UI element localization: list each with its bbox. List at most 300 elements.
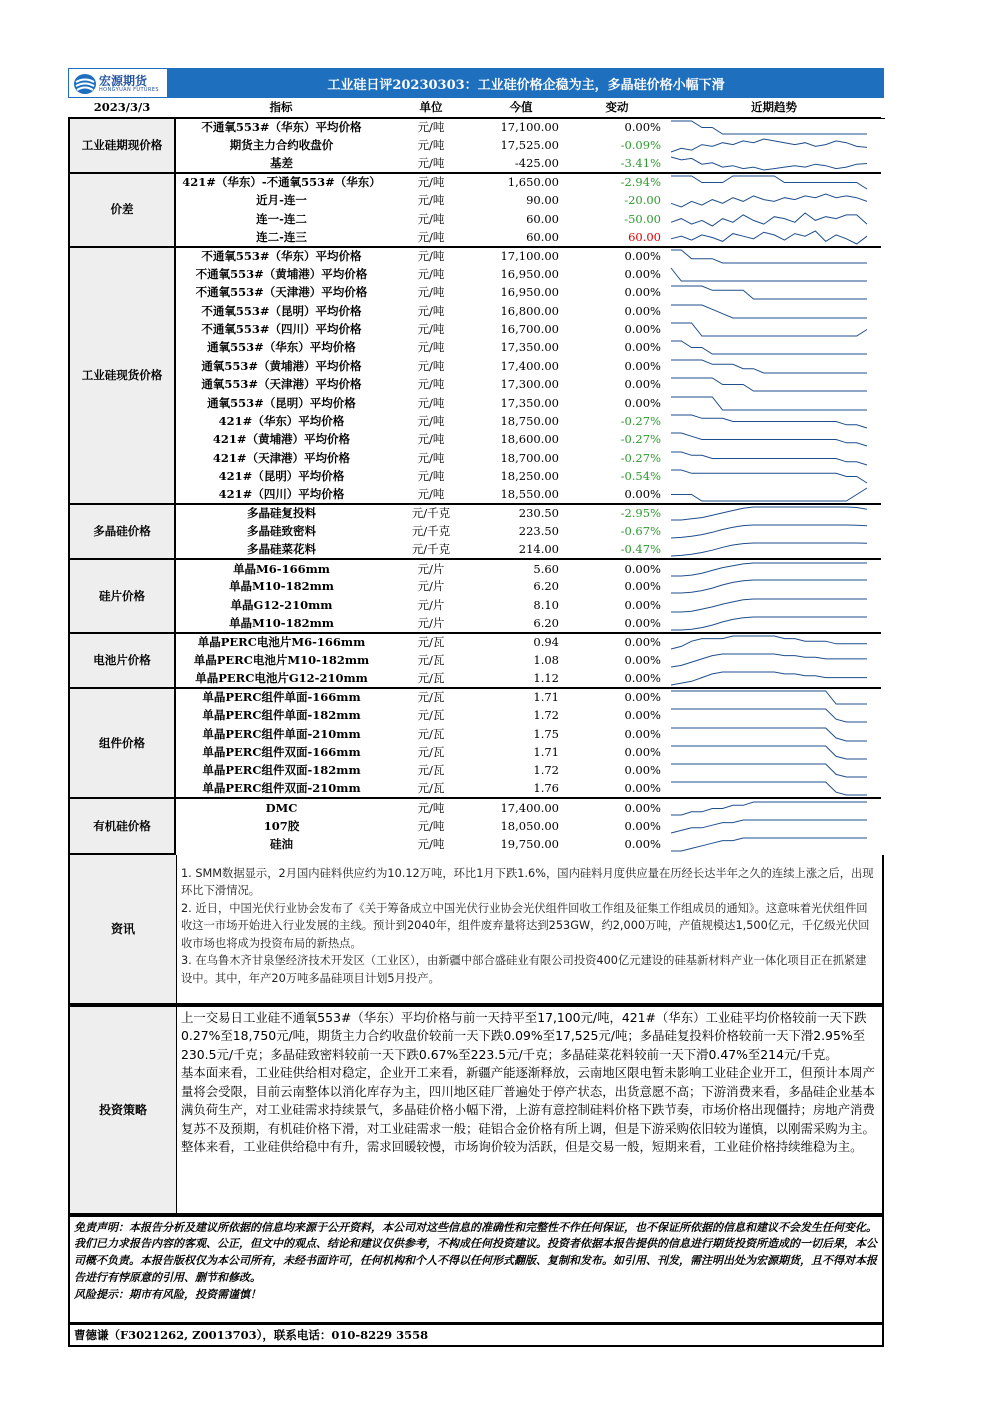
table-row (69, 596, 885, 614)
table-row (69, 762, 885, 780)
unit-cell: 元/吨 (387, 118, 475, 136)
sparkline-path (671, 543, 867, 556)
change-cell: 0.00% (624, 670, 661, 685)
trend-sparkline (667, 798, 881, 816)
value-cell: 214.00 (518, 542, 559, 557)
value-cell: 223.50 (518, 524, 559, 539)
indicator-label: 107胶 (263, 818, 300, 833)
value-cell: 18,550.00 (500, 487, 559, 501)
sparkline-path (671, 305, 867, 318)
table-row (69, 284, 885, 302)
value-cell: 17,350.00 (500, 395, 559, 410)
change-cell: 0.00% (624, 653, 661, 668)
logo-mark-icon (73, 73, 97, 95)
table-row (69, 375, 885, 393)
unit-cell: 元/吨 (417, 358, 445, 373)
trend-sparkline (667, 523, 881, 541)
unit-cell: 元/吨 (417, 303, 445, 318)
sparkline-path (671, 728, 867, 741)
unit-cell: 元/瓦 (387, 688, 475, 706)
sparkline-svg (667, 818, 871, 835)
trend-sparkline (667, 302, 881, 320)
report-sheet (68, 68, 884, 1347)
sparkline-path (671, 286, 867, 299)
unit-cell: 元/吨 (387, 247, 475, 265)
table-row (69, 523, 885, 541)
sparkline-path (671, 415, 867, 428)
value-cell: 17,400.00 (475, 798, 567, 816)
change-cell: 0.00% (624, 763, 661, 778)
indicator-label: 多晶硅致密料 (247, 524, 316, 539)
change-cell: -0.27% (620, 432, 661, 447)
category-label: 工业硅期现价格 (69, 118, 175, 173)
unit-cell: 元/吨 (417, 266, 445, 281)
strategy-label: 投资策略 (70, 1007, 177, 1213)
sparkline-path (671, 470, 867, 483)
category-label: 组件价格 (69, 688, 175, 798)
strategy-paragraph: 整体来看，工业硅供给稳中有升，需求回暖较慢，市场询价较为活跃，但是交易一般，短期来看，工业硅价格持续维稳为主。 (181, 1139, 863, 1155)
indicator-label: 单晶PERC电池片G12-210mm (195, 670, 368, 685)
trend-sparkline (667, 247, 881, 265)
table-row (69, 136, 885, 154)
category-label: 价差 (69, 173, 175, 247)
sparkline-path (671, 838, 867, 851)
news-section (68, 855, 884, 1005)
value-cell: 1.72 (533, 763, 559, 778)
sparkline-path (671, 176, 867, 189)
table-row (69, 210, 885, 228)
logo-subtext: HONGYUAN FUTURES (99, 87, 159, 93)
trend-sparkline (667, 210, 881, 228)
column-header-row (69, 98, 885, 118)
news-item: 1. SMM数据显示，2月国内硅料供应约为10.12万吨，环比1月下跌1.6%，国内硅料月度供应量在历经长达半年之久的连续上涨之后，出现环比下滑情况。 (181, 866, 874, 898)
table-row (69, 780, 885, 798)
change-cell: -50.00 (624, 211, 661, 226)
change-cell: 0.00% (567, 559, 667, 577)
table-row (69, 320, 885, 338)
news-text (177, 855, 882, 1003)
indicator-label: 连一-连二 (256, 211, 307, 226)
col-indicator: 指标 (175, 98, 387, 118)
sparkline-path (671, 323, 867, 336)
sparkline-path (671, 157, 867, 170)
value-cell: 1.71 (475, 688, 567, 706)
sparkline-path (671, 213, 867, 226)
indicator-label: 421#（黄埔港）平均价格 (212, 432, 351, 447)
unit-cell: 元/吨 (417, 377, 445, 392)
sparkline-svg (667, 561, 871, 578)
unit-cell: 元/瓦 (417, 744, 445, 759)
trend-sparkline (667, 192, 881, 210)
table-row (69, 688, 885, 706)
indicator-label: 不通氧553#（华东）平均价格 (175, 118, 387, 136)
sparkline-path (671, 599, 867, 612)
sparkline-path (671, 525, 867, 538)
unit-cell: 元/片 (387, 559, 475, 577)
indicator-label: 421#（天津港）平均价格 (212, 450, 351, 465)
value-cell: 0.94 (475, 633, 567, 651)
change-cell: 0.00% (567, 798, 667, 816)
sparkline-path (671, 507, 867, 520)
sparkline-path (671, 617, 867, 630)
change-cell: -0.47% (620, 542, 661, 557)
category-label: 多晶硅价格 (69, 504, 175, 559)
sparkline-path (671, 636, 867, 649)
table-row (69, 559, 885, 577)
col-value: 今值 (475, 98, 567, 118)
table-row (69, 155, 885, 173)
value-cell: 1.76 (533, 781, 559, 796)
indicator-label: 多晶硅复投料 (175, 504, 387, 522)
value-cell: 5.60 (475, 559, 567, 577)
trend-sparkline (667, 118, 881, 136)
trend-sparkline (667, 743, 881, 761)
trend-sparkline (667, 412, 881, 430)
change-cell: 0.00% (624, 285, 661, 300)
table-row (69, 173, 885, 191)
table-row (69, 743, 885, 761)
indicator-label: 421#（昆明）平均价格 (218, 469, 345, 484)
change-cell: 0.00% (624, 836, 661, 851)
value-cell: 1.08 (533, 653, 559, 668)
category-label: 有机硅价格 (69, 798, 175, 853)
value-cell: 16,800.00 (500, 303, 559, 318)
sparkline-path (671, 672, 867, 685)
disclaimer-text: 免责声明：本报告分析及建议所依据的信息均来源于公开资料，本公司对这些信息的准确性和完整性不作任何保证，也不保证所依据的信息和建议不会发生任何变化。我们已力求报告内容的客观、公正，但文中的观点、结论和建议仅供参考，不构成任何投资建议。投资者依据本报告提供的信息进行期货投资所造成的一切后果，本公司概不负责。本报告版权仅为本公司所有，未经书面许可，任何机构和个人不得以任何形式翻版、复制和发布。如引用、刊发，需注明出处为宏源期货，且不得对本报告进行有悖原意的引用、删节和修改。 (74, 1220, 877, 1285)
report-title: 工业硅日评20230303：工业硅价格企稳为主，多晶硅价格小幅下滑 (327, 78, 725, 93)
trend-sparkline (667, 284, 881, 302)
table-row (69, 578, 885, 596)
category-label: 工业硅现货价格 (69, 247, 175, 504)
sparkline-path (671, 654, 867, 667)
trend-sparkline (667, 651, 881, 669)
sparkline-svg (667, 486, 871, 503)
table-row (69, 651, 885, 669)
change-cell: 0.00% (624, 708, 661, 723)
change-cell: 0.00% (624, 818, 661, 833)
indicator-label: 单晶PERC组件双面-210mm (202, 781, 361, 796)
change-cell: 0.00% (624, 781, 661, 796)
trend-sparkline (667, 173, 881, 191)
indicator-label: 单晶M10-182mm (229, 579, 334, 594)
value-cell: 60.00 (526, 229, 559, 244)
change-cell: 0.00% (624, 358, 661, 373)
change-cell: 0.00% (624, 340, 661, 355)
value-cell: 17,525.00 (500, 138, 559, 153)
indicator-label: 通氧553#（黄埔港）平均价格 (201, 358, 362, 373)
indicator-label: 不通氧553#（华东）平均价格 (175, 247, 387, 265)
trend-sparkline (667, 707, 881, 725)
analyst-contact: 曹德谦（F3021262, Z0013703），联系电话：010-8229 3558 (68, 1324, 884, 1347)
news-label: 资讯 (70, 855, 177, 1003)
report-header (68, 68, 884, 98)
table-row (69, 412, 885, 430)
news-item: 3. 在乌鲁木齐甘泉堡经济技术开发区（工业区），由新疆中部合盛硅业有限公司投资400亿元建设的硅基新材料产业一体化项目正在抓紧建设中。其中，年产20万吨多晶硅项目计划5月投产。 (181, 954, 867, 985)
unit-cell: 元/千克 (387, 504, 475, 522)
trend-sparkline (667, 762, 881, 780)
value-cell: 1.12 (533, 670, 559, 685)
sparkline-svg (667, 431, 871, 448)
sparkline-path (671, 139, 867, 152)
table-row (69, 504, 885, 522)
sparkline-svg (667, 523, 871, 540)
trend-sparkline (667, 559, 881, 577)
indicator-label: 近月-连一 (256, 193, 307, 208)
sparkline-path (671, 433, 867, 446)
indicator-label: 单晶PERC电池片M6-166mm (175, 633, 387, 651)
table-row (69, 247, 885, 265)
trend-sparkline (667, 780, 881, 798)
indicator-label: 期货主力合约收盘价 (229, 138, 334, 153)
unit-cell: 元/片 (417, 615, 445, 630)
indicator-label: 421#（华东）平均价格 (218, 413, 345, 428)
trend-sparkline (667, 467, 881, 485)
unit-cell: 元/片 (417, 597, 445, 612)
category-label: 电池片价格 (69, 633, 175, 688)
sparkline-path (671, 397, 867, 410)
sparkline-svg (667, 376, 871, 393)
unit-cell: 元/瓦 (417, 653, 445, 668)
sparkline-path (671, 691, 867, 704)
strategy-section (68, 1005, 884, 1215)
table-row (69, 541, 885, 559)
value-cell: 17,300.00 (500, 377, 559, 392)
sparkline-svg (667, 505, 871, 522)
trend-sparkline (667, 431, 881, 449)
indicator-label: 不通氧553#（四川）平均价格 (201, 321, 362, 336)
unit-cell: 元/吨 (417, 138, 445, 153)
indicator-label: 单晶G12-210mm (230, 597, 333, 612)
sparkline-path (671, 341, 867, 354)
sparkline-path (671, 378, 867, 391)
unit-cell: 元/吨 (417, 432, 445, 447)
sparkline-path (671, 231, 867, 244)
sparkline-svg (667, 284, 871, 301)
value-cell: 18,700.00 (500, 450, 559, 465)
trend-sparkline (667, 688, 881, 706)
unit-cell: 元/千克 (411, 524, 451, 539)
change-cell: -0.09% (620, 138, 661, 153)
trend-sparkline (667, 486, 881, 504)
col-change: 变动 (567, 98, 667, 118)
strategy-paragraph: 基本面来看，工业硅供给相对稳定，企业开工来看，新疆产能逐渐释放，云南地区限电暂未影响工业硅企业开工，但预计本周产量将会受限，目前云南整体以消化库存为主，四川地区硅厂普遍处于停产状态，出货意愿不高；下游消费来看，多晶硅企业基本满负荷生产，对工业硅需求持续景气，多晶硅价格小幅下滑，上游有意控制硅料价格下跌节奏，市场价格出现僵持；房地产消费复苏不及预期，有机硅价格下滑，对工业硅需求一般；硅铝合金价格有所上调，但是下游采购依旧较为谨慎，以刚需采购为主。 (181, 1065, 875, 1136)
indicator-label: 单晶PERC组件双面-182mm (202, 763, 361, 778)
trend-sparkline (667, 578, 881, 596)
table-row (69, 192, 885, 210)
table-row (69, 467, 885, 485)
unit-cell: 元/瓦 (387, 633, 475, 651)
change-cell: 0.00% (624, 726, 661, 741)
value-cell: 16,950.00 (500, 266, 559, 281)
sparkline-path (671, 121, 867, 134)
sparkline-svg (667, 119, 871, 136)
sparkline-svg (667, 155, 871, 172)
value-cell: 17,350.00 (500, 340, 559, 355)
trend-sparkline (667, 725, 881, 743)
table-row (69, 486, 885, 504)
value-cell: 16,700.00 (500, 321, 559, 336)
change-cell: -2.95% (567, 504, 667, 522)
trend-sparkline (667, 615, 881, 633)
unit-cell: 元/吨 (417, 321, 445, 336)
change-cell: -3.41% (620, 155, 661, 170)
unit-cell: 元/吨 (387, 173, 475, 191)
indicator-label: 单晶PERC组件单面-210mm (202, 726, 361, 741)
value-cell: 18,600.00 (500, 432, 559, 447)
trend-sparkline (667, 817, 881, 835)
table-row (69, 431, 885, 449)
category-label: 硅片价格 (69, 559, 175, 633)
sparkline-svg (667, 652, 871, 669)
table-row (69, 817, 885, 835)
unit-cell: 元/吨 (417, 413, 445, 428)
value-cell: 19,750.00 (500, 836, 559, 851)
table-row (69, 725, 885, 743)
unit-cell: 元/瓦 (417, 763, 445, 778)
table-row (69, 670, 885, 688)
sparkline-path (671, 782, 867, 795)
sparkline-svg (667, 762, 871, 779)
value-cell: 18,050.00 (500, 818, 559, 833)
unit-cell: 元/吨 (417, 211, 445, 226)
sparkline-svg (667, 578, 871, 595)
value-cell: 17,100.00 (475, 118, 567, 136)
change-cell: 0.00% (567, 247, 667, 265)
indicator-label: 通氧553#（华东）平均价格 (207, 340, 356, 355)
sparkline-svg (667, 707, 871, 724)
sparkline-svg (667, 395, 871, 412)
change-cell: -0.27% (620, 450, 661, 465)
sparkline-svg (667, 450, 871, 467)
col-unit: 单位 (387, 98, 475, 118)
disclaimer (68, 1215, 884, 1324)
indicator-label: 421#（华东）-不通氧553#（华东） (175, 173, 387, 191)
sparkline-path (671, 268, 867, 281)
indicator-label: 单晶M10-182mm (229, 615, 334, 630)
table-row (69, 265, 885, 283)
unit-cell: 元/瓦 (417, 781, 445, 796)
trend-sparkline (667, 541, 881, 559)
change-cell: 0.00% (624, 744, 661, 759)
table-row (69, 707, 885, 725)
sparkline-svg (667, 670, 871, 687)
sparkline-svg (667, 303, 871, 320)
indicator-label: 单晶PERC电池片M10-182mm (193, 653, 370, 668)
unit-cell: 元/吨 (417, 155, 445, 170)
value-cell: 90.00 (526, 193, 559, 208)
trend-sparkline (667, 265, 881, 283)
trend-sparkline (667, 136, 881, 154)
unit-cell: 元/吨 (417, 818, 445, 833)
change-cell: 60.00 (628, 229, 661, 244)
sparkline-svg (667, 413, 871, 430)
sparkline-svg (667, 634, 871, 651)
table-row (69, 339, 885, 357)
trend-sparkline (667, 633, 881, 651)
sparkline-path (671, 452, 867, 465)
report-date: 2023/3/3 (69, 98, 175, 118)
value-cell: 17,400.00 (500, 358, 559, 373)
sparkline-svg (667, 358, 871, 375)
indicator-label: 单晶PERC组件双面-166mm (202, 744, 361, 759)
unit-cell: 元/吨 (417, 229, 445, 244)
change-cell: -0.54% (620, 469, 661, 484)
strategy-text (177, 1007, 882, 1213)
sparkline-svg (667, 541, 871, 558)
change-cell: -20.00 (624, 193, 661, 208)
col-trend: 近期趋势 (667, 98, 881, 118)
table-row (69, 449, 885, 467)
unit-cell: 元/瓦 (417, 726, 445, 741)
value-cell: 230.50 (475, 504, 567, 522)
sparkline-svg (667, 597, 871, 614)
change-cell: 0.00% (624, 303, 661, 318)
change-cell: 0.00% (624, 579, 661, 594)
trend-sparkline (667, 670, 881, 688)
trend-sparkline (667, 320, 881, 338)
trend-sparkline (667, 394, 881, 412)
sparkline-svg (667, 780, 871, 797)
indicator-label: 不通氧553#（黄埔港）平均价格 (195, 266, 368, 281)
news-item: 2. 近日，中国光伏行业协会发布了《关于筹备成立中国光伏行业协会光伏组件回收工作组及征集工作组成员的通知》。这意味着光伏组件回收这一市场开始进入行业发展的主线。预计到2040年，组件废弃量将达到253GW，约2,000万吨，产值规模达1,500亿元，千亿级光伏回收市场也将成为投资布局的新热点。 (181, 901, 870, 950)
table-row (69, 302, 885, 320)
trend-sparkline (667, 357, 881, 375)
sparkline-path (671, 802, 867, 815)
sparkline-svg (667, 266, 871, 283)
trend-sparkline (667, 339, 881, 357)
unit-cell: 元/吨 (417, 285, 445, 300)
unit-cell: 元/片 (417, 579, 445, 594)
table-row (69, 633, 885, 651)
change-cell: 0.00% (567, 688, 667, 706)
sparkline-svg (667, 229, 871, 246)
sparkline-path (671, 563, 867, 576)
trend-sparkline (667, 835, 881, 853)
unit-cell: 元/瓦 (417, 670, 445, 685)
trend-sparkline (667, 596, 881, 614)
sparkline-path (671, 746, 867, 759)
trend-sparkline (667, 228, 881, 246)
sparkline-path (671, 360, 867, 373)
indicator-label: 多晶硅菜花料 (247, 542, 316, 557)
price-table (68, 98, 885, 855)
change-cell: 0.00% (624, 615, 661, 630)
value-cell: 6.20 (533, 579, 559, 594)
change-cell: 0.00% (624, 597, 661, 612)
change-cell: 0.00% (567, 633, 667, 651)
indicator-label: 不通氧553#（天津港）平均价格 (195, 285, 368, 300)
unit-cell: 元/吨 (417, 450, 445, 465)
unit-cell: 元/千克 (411, 542, 451, 557)
table-row (69, 228, 885, 246)
sparkline-svg (667, 339, 871, 356)
unit-cell: 元/吨 (417, 836, 445, 851)
table-row (69, 798, 885, 816)
unit-cell: 元/吨 (417, 340, 445, 355)
table-row (69, 394, 885, 412)
sparkline-svg (667, 800, 871, 817)
indicator-label: 单晶PERC组件单面-182mm (202, 708, 361, 723)
sparkline-path (671, 194, 867, 207)
sparkline-svg (667, 174, 871, 191)
sparkline-svg (667, 248, 871, 265)
value-cell: 18,250.00 (500, 469, 559, 484)
value-cell: 16,950.00 (500, 285, 559, 300)
value-cell: -425.00 (514, 155, 559, 170)
sparkline-path (671, 764, 867, 777)
indicator-label: 基差 (270, 155, 293, 170)
sparkline-svg (667, 689, 871, 706)
